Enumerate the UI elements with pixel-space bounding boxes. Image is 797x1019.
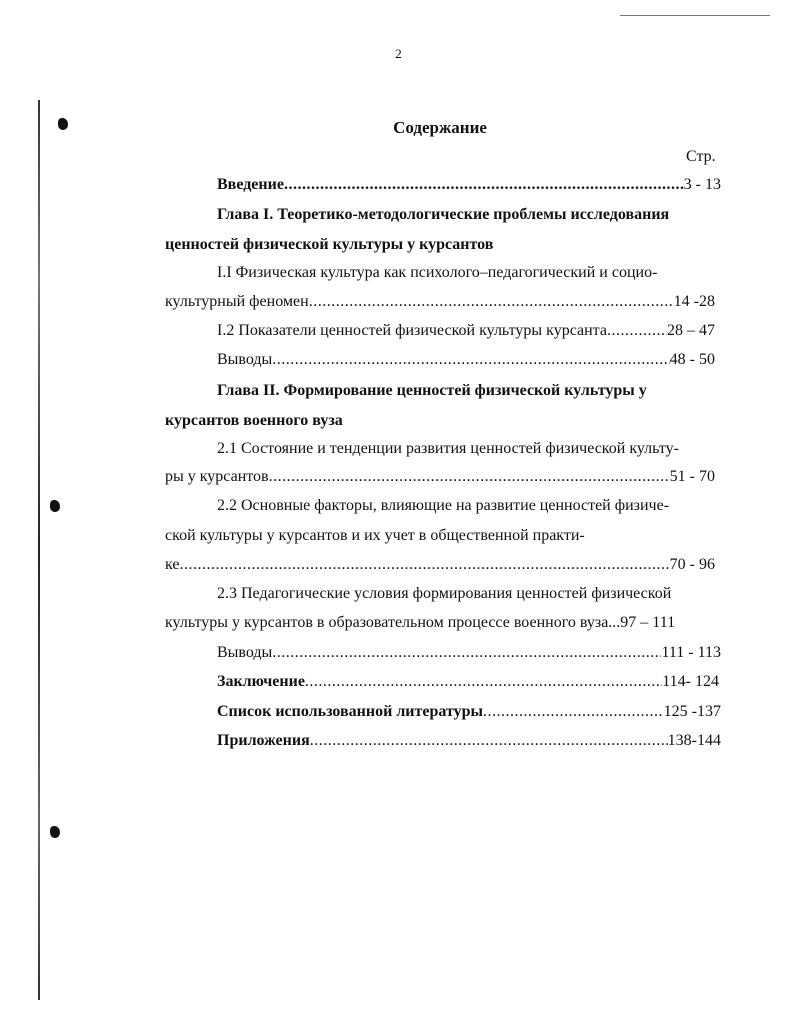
toc-section-2-2-cont: ской культуры у курсантов и их учет в общественной практи- xyxy=(165,527,585,544)
leader-dots xyxy=(284,176,684,194)
toc-label: I.2 Показатели ценностей физической культуры курсанта xyxy=(217,322,607,339)
toc-pages: 138-144 xyxy=(667,732,721,749)
toc-chapter-1-cont: ценностей физической культуры у курсантов xyxy=(165,236,494,253)
toc-conclusion xyxy=(217,673,719,691)
toc-label: ры у курсантов xyxy=(165,468,269,485)
toc-chapter-1: Глава I. Теоретико-методологические проблемы исследования xyxy=(217,206,670,223)
toc-conclusions-2 xyxy=(217,644,721,662)
toc-appendices xyxy=(217,732,721,750)
toc-pages: 125 -137 xyxy=(663,703,721,720)
toc-pages: 3 - 13 xyxy=(683,176,721,193)
toc-section-2-3: 2.3 Педагогические условия формирования ценностей физической xyxy=(217,585,672,602)
toc-chapter-2: Глава II. Формирование ценностей физической культуры у xyxy=(217,382,647,399)
toc-label: ке xyxy=(165,556,180,573)
toc-section-2-3-cont: культуры у курсантов в образовательном процессе военного вуза...97 – 111 xyxy=(165,614,676,631)
toc-bibliography xyxy=(217,703,721,721)
toc-pages: 28 – 47 xyxy=(667,322,715,339)
toc-label: Список использованной литературы xyxy=(217,703,483,720)
page-number: 2 xyxy=(395,46,402,61)
toc-label: Приложения xyxy=(217,732,310,749)
leader-dots xyxy=(483,703,664,721)
toc-label: Заключение xyxy=(217,673,305,690)
leader-dots xyxy=(310,732,668,750)
leader-dots xyxy=(179,556,669,574)
leader-dots xyxy=(269,468,670,486)
leader-dots xyxy=(309,293,674,311)
toc-entry-intro xyxy=(217,176,721,194)
toc-section-1-1: I.I Физическая культура как психолого–педагогический и социо- xyxy=(217,264,658,281)
toc-section-2-1-cont xyxy=(165,468,715,486)
leader-dots xyxy=(272,351,669,369)
toc-pages: 48 - 50 xyxy=(669,351,715,368)
toc-conclusions-1 xyxy=(217,351,715,369)
leader-dots xyxy=(607,322,667,340)
toc-chapter-2-cont: курсантов военного вуза xyxy=(165,412,343,429)
leader-dots xyxy=(272,644,661,662)
toc-pages: 14 -28 xyxy=(673,293,715,310)
leader-dots xyxy=(305,673,662,691)
toc-section-1-1-cont xyxy=(165,293,715,311)
toc-label: Введение xyxy=(217,176,284,193)
toc-section-2-2: 2.2 Основные факторы, влияющие на развитие ценностей физиче- xyxy=(217,497,670,514)
toc-label: Выводы xyxy=(217,644,273,661)
toc-section-2-2-cont2 xyxy=(165,556,715,574)
toc-label: культурный феномен xyxy=(165,293,309,310)
page-title: Содержание xyxy=(393,118,487,137)
toc-pages: 70 - 96 xyxy=(669,556,715,573)
toc-pages: 111 - 113 xyxy=(661,644,721,661)
toc-section-2-1: 2.1 Состояние и тенденции развития ценностей физической культу- xyxy=(217,440,679,457)
toc-section-1-2 xyxy=(217,322,715,340)
toc-pages: 51 - 70 xyxy=(669,468,715,485)
toc-pages: 114- 124 xyxy=(662,673,719,690)
page-column-label: Стр. xyxy=(686,148,716,165)
toc-label: Выводы xyxy=(217,351,273,368)
